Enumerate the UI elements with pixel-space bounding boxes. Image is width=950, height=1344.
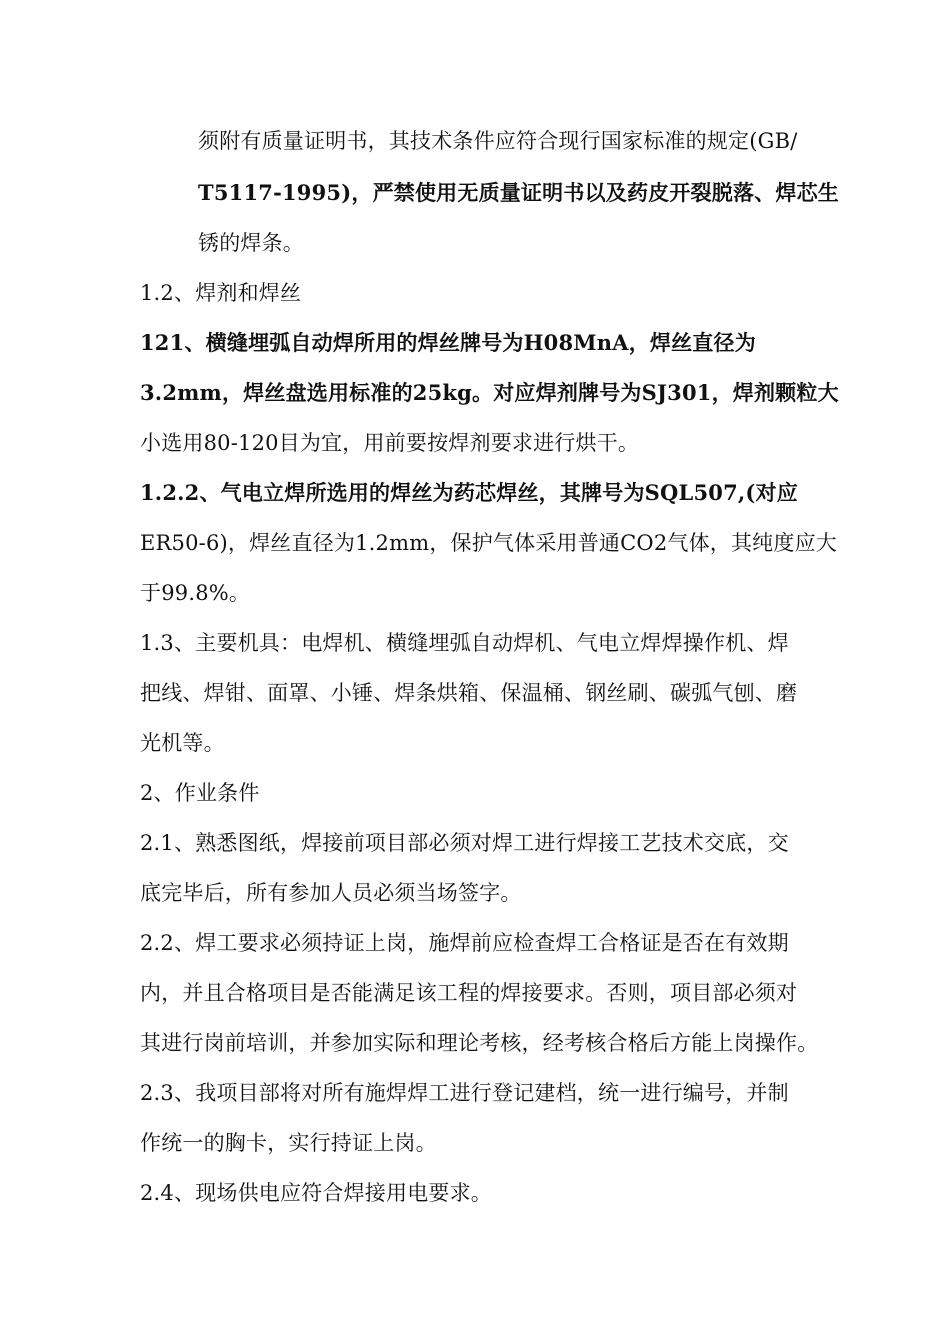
text-line: 底完毕后，所有参加人员必须当场签字。 xyxy=(140,881,522,905)
text-line: 2.1、熟悉图纸，焊接前项目部必须对焊工进行焊接工艺技术交底，交 xyxy=(140,831,789,855)
text-line: 1.3、主要机具：电焊机、横缝埋弧自动焊机、气电立焊焊操作机、焊 xyxy=(140,631,789,655)
text-line: 其进行岗前培训，并参加实际和理论考核，经考核合格后方能上岗操作。 xyxy=(140,1031,819,1055)
text-line: 须附有质量证明书，其技术条件应符合现行国家标准的规定(GB/ xyxy=(198,129,798,153)
text-line: 光机等。 xyxy=(140,731,225,755)
text-line: 2.3、我项目部将对所有施焊焊工进行登记建档，统一进行编号，并制 xyxy=(140,1081,789,1105)
text-line: 121、横缝埋弧自动焊所用的焊丝牌号为H08MnA，焊丝直径为 xyxy=(140,330,756,355)
text-line: 内，并且合格项目是否能满足该工程的焊接要求。否则，项目部必须对 xyxy=(140,981,798,1005)
text-line: 1.2.2、气电立焊所选用的焊丝为药芯焊丝，其牌号为SQL507,(对应 xyxy=(140,480,798,505)
section-heading: 2、作业条件 xyxy=(140,781,260,805)
text-line: 锈的焊条。 xyxy=(198,231,304,255)
text-line: 小选用80-120目为宜，用前要按焊剂要求进行烘干。 xyxy=(140,431,640,455)
text-line: 作统一的胸卡，实行持证上岗。 xyxy=(140,1131,437,1155)
text-line: ER50-6)，焊丝直径为1.2mm，保护气体采用普通CO2气体，其纯度应大 xyxy=(140,531,837,555)
text-line: T5117-1995)，严禁使用无质量证明书以及药皮开裂脱落、焊芯生 xyxy=(198,180,839,205)
text-line: 3.2mm，焊丝盘选用标准的25kg。对应焊剂牌号为SJ301，焊剂颗粒大 xyxy=(140,380,839,405)
text-line: 把线、焊钳、面罩、小锤、焊条烘箱、保温桶、钢丝刷、碳弧气刨、磨 xyxy=(140,681,798,705)
section-heading: 1.2、焊剂和焊丝 xyxy=(140,281,302,305)
text-line: 2.4、现场供电应符合焊接用电要求。 xyxy=(140,1181,492,1205)
text-line: 2.2、焊工要求必须持证上岗，施焊前应检查焊工合格证是否在有效期 xyxy=(140,931,789,955)
text-line: 于99.8%。 xyxy=(140,581,251,605)
